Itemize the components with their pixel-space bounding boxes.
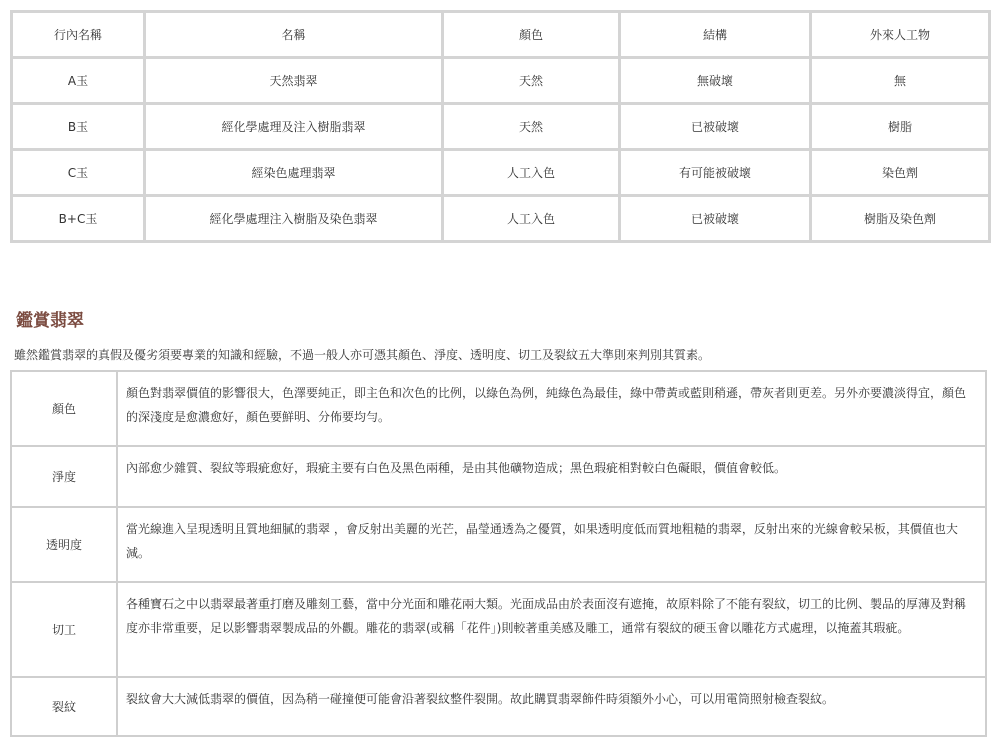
header-cell: 顏色 (443, 12, 620, 58)
table-cell: 有可能被破壞 (620, 150, 811, 196)
header-cell: 結構 (620, 12, 811, 58)
criteria-name: 裂紋 (11, 677, 117, 736)
table-cell: 樹脂 (811, 104, 990, 150)
criteria-name: 淨度 (11, 446, 117, 507)
criteria-description: 裂紋會大大減低翡翠的價值，因為稍一碰撞便可能會沿著裂紋整件裂開。故此購買翡翠飾件時須額外小心，可以用電筒照射檢查裂紋。 (117, 677, 986, 736)
criteria-description: 當光線進入呈現透明且質地細膩的翡翠 ，會反射出美麗的光芒，晶瑩通透為之優質，如果透明度低而質地粗糙的翡翠，反射出來的光線會較呆板，其價值也大減。 (117, 507, 986, 582)
criteria-row (11, 677, 986, 736)
criteria-name: 顏色 (11, 371, 117, 446)
criteria-description: 內部愈少雜質、裂紋等瑕疵愈好，瑕疵主要有白色及黑色兩種，是由其他礦物造成；黑色瑕疵相對較白色礙眼，價值會較低。 (117, 446, 986, 507)
table-cell: C玉 (12, 150, 145, 196)
table-cell: 人工入色 (443, 196, 620, 242)
header-cell: 外來人工物 (811, 12, 990, 58)
table-header-row (12, 12, 990, 58)
jade-grade-table (10, 10, 991, 243)
table-row (12, 58, 990, 104)
criteria-row (11, 507, 986, 582)
table-cell: 樹脂及染色劑 (811, 196, 990, 242)
criteria-description: 顏色對翡翠價值的影響很大，色澤要純正，即主色和次色的比例，以綠色為例，純綠色為最佳，綠中帶黃或藍則稍遜，帶灰者則更差。另外亦要濃淡得宜，顏色的深淺度是愈濃愈好，顏色要鮮明、分佈要均勻。 (117, 371, 986, 446)
table-cell: 天然翡翠 (145, 58, 443, 104)
table-cell: 經染色處理翡翠 (145, 150, 443, 196)
header-cell: 行內名稱 (12, 12, 145, 58)
criteria-row (11, 582, 986, 677)
table-row (12, 196, 990, 242)
criteria-table (10, 370, 987, 737)
criteria-name: 切工 (11, 582, 117, 677)
table-cell: 經化學處理及注入樹脂翡翠 (145, 104, 443, 150)
table-cell: 天然 (443, 58, 620, 104)
table-cell: 無破壞 (620, 58, 811, 104)
intro-paragraph: 雖然鑑賞翡翠的真假及優劣須要專業的知識和經驗，不過一般人亦可憑其顏色、淨度、透明度、切工及裂紋五大準則來判別其質素。 (14, 348, 711, 362)
table-cell: 天然 (443, 104, 620, 150)
criteria-name: 透明度 (11, 507, 117, 582)
table-cell: 經化學處理注入樹脂及染色翡翠 (145, 196, 443, 242)
criteria-row (11, 371, 986, 446)
criteria-description: 各種寶石之中以翡翠最著重打磨及雕刻工藝，當中分光面和雕花兩大類。光面成品由於表面沒有遮掩，故原料除了不能有裂紋，切工的比例、製品的厚薄及對稱度亦非常重要，足以影響翡翠製成品的外觀。雕花的翡翠(或稱「花件」)則較著重美感及雕工，通常有裂紋的硬玉會以雕花方式處理，以掩蓋其瑕疵。 (117, 582, 986, 677)
table-row (12, 150, 990, 196)
table-cell: B+C玉 (12, 196, 145, 242)
table-cell: 已被破壞 (620, 104, 811, 150)
table-cell: 染色劑 (811, 150, 990, 196)
table-cell: 已被破壞 (620, 196, 811, 242)
table-cell: 無 (811, 58, 990, 104)
table-cell: 人工入色 (443, 150, 620, 196)
header-cell: 名稱 (145, 12, 443, 58)
table-cell: A玉 (12, 58, 145, 104)
table-row (12, 104, 990, 150)
criteria-row (11, 446, 986, 507)
table-cell: B玉 (12, 104, 145, 150)
section-title: 鑑賞翡翠 (16, 311, 84, 331)
